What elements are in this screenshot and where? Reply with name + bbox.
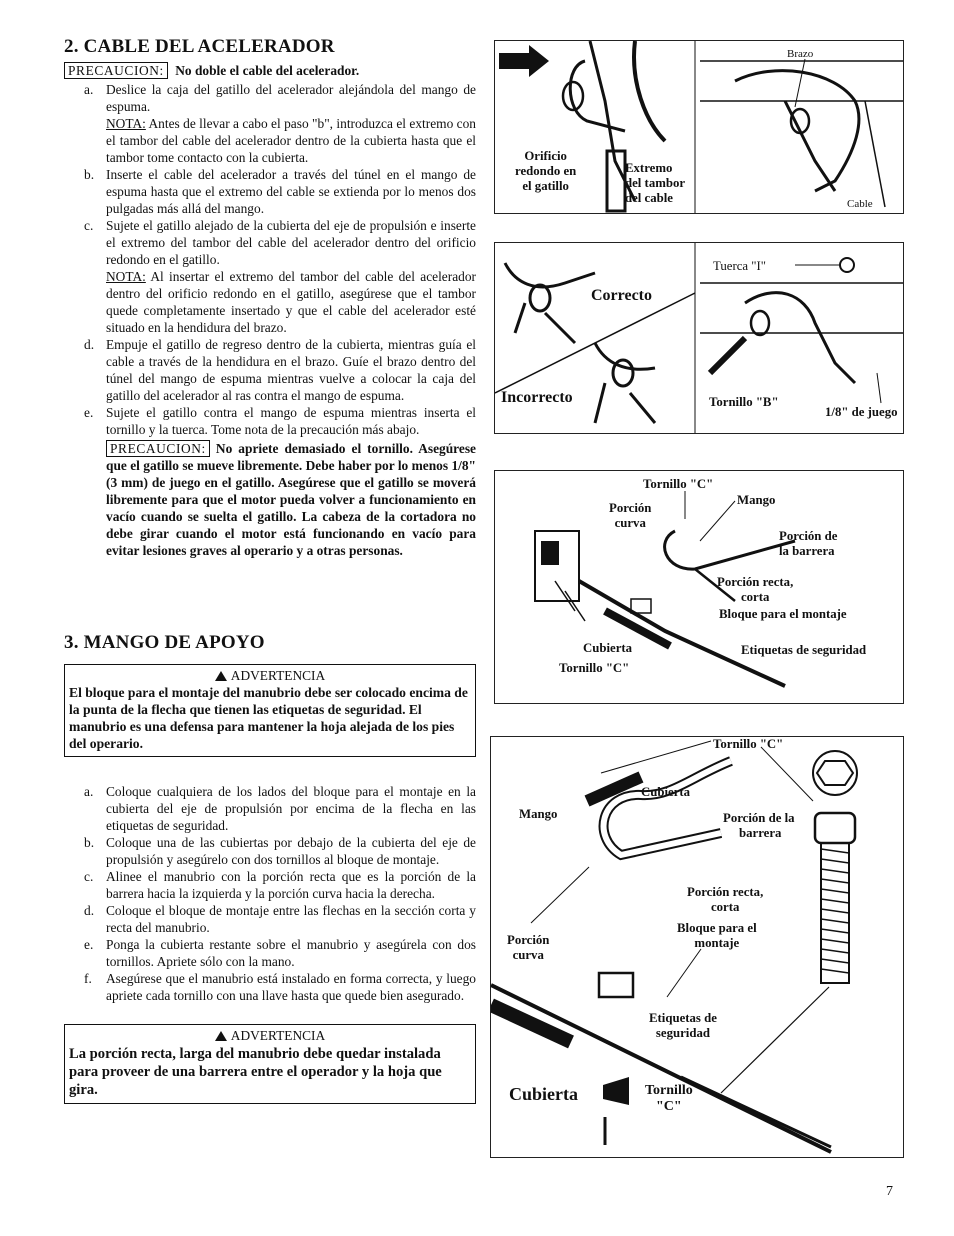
caution-2-label: PRECAUCION:	[106, 440, 210, 457]
label-orificio-line: el gatillo	[522, 179, 569, 193]
handle-overview-illustration	[495, 471, 903, 703]
label-porcion-curva	[609, 501, 651, 531]
warning-1-head	[69, 667, 471, 684]
figure-mango-detail	[490, 736, 904, 1158]
label-recta-line: corta	[710, 900, 740, 914]
caution-2	[64, 440, 476, 559]
warning-triangle-icon	[215, 1031, 227, 1041]
step-label: f.	[84, 971, 92, 986]
step-text: Alinee el manubrio con la porción recta que es la porción de la barrera hacia la izquierda y la porción curva hacia la derecha.	[106, 869, 476, 901]
figure-correcto-incorrecto	[494, 242, 904, 434]
label-brazo: Brazo	[787, 48, 814, 60]
label-tornillo-c-bottom	[645, 1083, 693, 1115]
label-recta-line: corta	[740, 590, 770, 604]
label-extremo-line: Extremo	[625, 161, 673, 175]
step-3c	[64, 868, 476, 902]
step-text: Coloque el bloque de montaje entre las flechas en la sección corta y recta del manubrio.	[106, 903, 476, 935]
section-mango-apoyo	[64, 632, 476, 1104]
label-mango: Mango	[737, 493, 776, 507]
label-cable: Cable	[847, 198, 873, 210]
screw-threads-icon	[821, 849, 849, 973]
label-etiquetas-line: Etiquetas de	[649, 1011, 717, 1025]
step-label: d.	[84, 903, 95, 918]
step-label: e.	[84, 937, 94, 952]
caution-1-label: PRECAUCION:	[64, 62, 168, 79]
label-curva-line: curva	[512, 948, 544, 962]
label-porcion-curva	[507, 933, 549, 963]
step-label: e.	[84, 405, 94, 420]
label-porcion-recta	[717, 575, 793, 605]
warning-2-head	[69, 1027, 471, 1045]
warning-triangle-icon	[215, 671, 227, 681]
warning-1	[64, 664, 476, 757]
caution-2-text: Asegúrese que el gatillo se mueve libremente. Debe haber por lo menos 1/8" (3 mm) de juego en el gatillo. Asegúrese que el gatillo se moverá libremente para que el motor pueda volver a funcionamiento en vacío cuando se suelta el gatillo. La cabeza de la cortadora no debe girar cuando el motor está funcionando en vacío para evitar lesiones graves al operario y a otras personas.	[106, 441, 476, 558]
step-2a	[64, 81, 476, 115]
note-1	[64, 115, 476, 166]
step-3a	[64, 783, 476, 834]
label-cubierta-top: Cubierta	[641, 785, 691, 799]
step-text: Inserte el cable del acelerador a través del túnel en el mango de espuma hasta que el extremo del cable se extienda por lo menos dos pulgadas más allá del mango.	[106, 167, 476, 216]
figure-mango-overview	[494, 470, 904, 704]
step-3f	[64, 970, 476, 1004]
label-correcto: Correcto	[591, 287, 652, 304]
label-barrera-line: barrera	[739, 826, 782, 840]
note-2-text: Al insertar el extremo del tambor del cable del acelerador dentro del orificio redondo en el gatillo, asegúrese que el tambor quede completamente insertado y que el cable del acelerador esté situado en la hendidura del brazo.	[106, 269, 476, 335]
step-text: Ponga la cubierta restante sobre el manubrio y asegúrela con dos tornillos. Apriete sólo con la mano.	[106, 937, 476, 969]
label-tuerca: Tuerca "I"	[713, 259, 766, 273]
step-text: Sujete el gatillo contra el mango de espuma mientras inserta el tornillo y la tuerca. Tome nota de la precaución más abajo.	[106, 405, 476, 437]
label-etiquetas	[649, 1011, 717, 1041]
step-label: a.	[84, 82, 94, 97]
step-3d	[64, 902, 476, 936]
label-juego: 1/8" de juego	[825, 405, 898, 419]
step-label: d.	[84, 337, 95, 352]
label-cubierta-bottom: Cubierta	[509, 1084, 578, 1104]
warning-2	[64, 1024, 476, 1104]
label-orificio-line: Orificio	[524, 149, 567, 163]
label-etiquetas: Etiquetas de seguridad	[741, 643, 867, 657]
label-tornillo-b: Tornillo "B"	[709, 395, 779, 409]
step-label: c.	[84, 218, 94, 233]
label-orificio-line: redondo en	[515, 164, 577, 178]
step-label: c.	[84, 869, 94, 884]
label-recta-line: Porción recta,	[687, 885, 764, 899]
label-mango: Mango	[519, 807, 558, 821]
step-text: Empuje el gatillo de regreso dentro de la cubierta, mientras guía el cable a través de la hendidura en el brazo. Guíe el brazo dentro del túnel del mango de espuma mientras vuelve a colocar la caja del gatillo del acelerador al ras contra el mango de espuma.	[106, 337, 476, 403]
step-text: Deslice la caja del gatillo del acelerador alejándola del mango de espuma.	[106, 82, 476, 114]
label-extremo	[625, 161, 685, 206]
step-2e	[64, 404, 476, 438]
label-tornillo-c-top: Tornillo "C"	[713, 737, 784, 751]
label-porcion-barrera	[723, 811, 795, 841]
arrow-icon	[499, 45, 549, 77]
section-3-title: 3. MANGO DE APOYO	[64, 632, 265, 653]
section-cable-acelerador	[64, 36, 476, 559]
step-text: Coloque una de las cubiertas por debajo de la cubierta del eje de propulsión y asegúrelo con dos tornillos al bloque de montaje.	[106, 835, 476, 867]
note-1-text: Antes de llevar a cabo el paso "b", introduzca el extremo con el tambor del cable del acelerador dentro de la cubierta hasta que el tambor tome contacto con la cubierta.	[106, 116, 476, 165]
label-incorrecto: Incorrecto	[501, 389, 573, 406]
label-extremo-line: del tambor	[625, 176, 686, 190]
label-recta-line: Porción recta,	[717, 575, 794, 589]
label-orificio	[515, 149, 576, 194]
label-tornillo-line: Tornillo	[645, 1083, 693, 1098]
warning-2-head-text: ADVERTENCIA	[230, 1028, 326, 1043]
page-number: 7	[886, 1184, 893, 1199]
label-bloque-line: montaje	[694, 936, 740, 950]
label-bloque: Bloque para el montaje	[719, 607, 847, 621]
label-barrera-line: la barrera	[779, 544, 835, 558]
label-barrera-line: Porción de	[779, 529, 838, 543]
step-label: a.	[84, 784, 94, 799]
step-2b	[64, 166, 476, 217]
label-bloque	[677, 921, 757, 951]
label-etiquetas-line: seguridad	[655, 1026, 710, 1040]
step-label: b.	[84, 835, 95, 850]
label-extremo-line: del cable	[625, 191, 673, 205]
label-tornillo-c-bottom: Tornillo "C"	[559, 661, 630, 675]
caution-1	[64, 62, 476, 79]
label-porcion-barrera	[779, 529, 837, 559]
label-cubierta: Cubierta	[583, 641, 633, 655]
warning-1-text: El bloque para el montaje del manubrio debe ser colocado encima de la punta de la flecha que tienen las etiquetas de seguridad. El manubrio es una defensa para mantener la hoja alejada de los pies del operario.	[69, 685, 468, 751]
warning-1-head-text: ADVERTENCIA	[230, 668, 326, 683]
step-text: Asegúrese que el manubrio está instalado en forma correcta, y luego apriete cada tornillo con una llave hasta que quede bien asegurado.	[106, 971, 476, 1003]
label-bloque-line: Bloque para el	[677, 921, 757, 935]
step-text: Sujete el gatillo alejado de la cubierta del eje de propulsión e inserte el extremo del tambor del cable del acelerador dentro del orificio redondo en el gatillo.	[106, 218, 476, 267]
warning-2-text: La porción recta, larga del manubrio debe quedar instalada para proveer de una barrera entre el operador y la hoja que gira.	[69, 1046, 442, 1098]
step-3b	[64, 834, 476, 868]
section-2-title: 2. CABLE DEL ACELERADOR	[64, 36, 335, 57]
label-porcion-recta	[687, 885, 763, 915]
label-tornillo-c-top: Tornillo "C"	[643, 477, 714, 491]
caution-1-text: No doble el cable del acelerador.	[175, 63, 360, 78]
note-1-label: NOTA:	[106, 116, 146, 131]
caution-2-first: No apriete demasiado el tornillo.	[215, 441, 413, 456]
step-2d	[64, 336, 476, 404]
note-2-label: NOTA:	[106, 269, 146, 284]
label-barrera-line: Porción de la	[723, 811, 795, 825]
label-curva-line: Porción	[507, 933, 550, 947]
label-tornillo-line: "C"	[656, 1099, 682, 1114]
label-curva-line: curva	[614, 516, 646, 530]
step-2c	[64, 217, 476, 268]
step-3e	[64, 936, 476, 970]
step-text: Coloque cualquiera de los lados del bloque para el montaje en la cubierta del eje de propulsión por encima de la flecha en las etiquetas de seguridad.	[106, 784, 476, 833]
label-curva-line: Porción	[609, 501, 652, 515]
figure-cable-trigger	[494, 40, 904, 214]
step-label: b.	[84, 167, 95, 182]
note-2	[64, 268, 476, 336]
